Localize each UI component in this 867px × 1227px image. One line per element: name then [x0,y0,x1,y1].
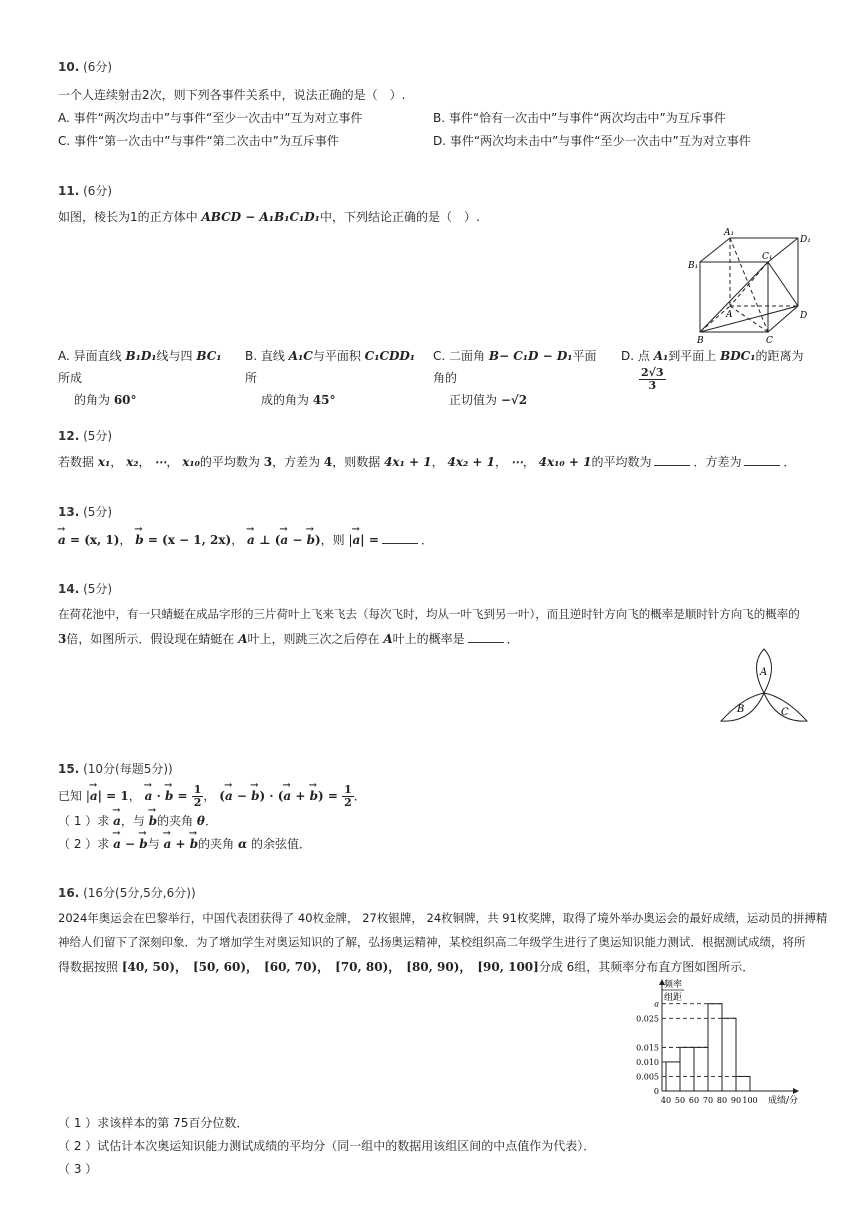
hist-y-tick-zero: 0 [653,1087,659,1096]
q16-line1: 2024年奥运会在巴黎举行，中国代表团获得了 40枚金牌， 27枚银牌， 24枚铜牌，共 91枚奖牌，取得了境外举办奥运会的最好成绩，运动员的拼搏精 [58,911,828,925]
q15-fraction-2: $\frac{1}{2}$ [344,783,352,809]
hist-x-arrow [793,1088,799,1094]
q16-line3: 得数据按照 [40, 50)， [50, 60)， [60, 70)， [70, 80)， [80, 90)， [90, 100]分成 6组，其频率分布直方图如图所示． [58,960,755,974]
hist-y-tick-4: 0.005 [636,1072,659,1082]
q10-option-d: D. 事件“两次均未击中”与事件“至少一次击中”互为对立事件 [433,134,751,148]
q16-header: 16. (16分(5分,5分,6分)) [58,886,196,900]
q12-header: 12. (5分) [58,429,113,443]
q11-header: 11. (6分) [58,184,113,198]
hist-x-tick-5: 90 [730,1096,742,1105]
q15-sub2: （ 2 ）求 → a − → b与 → a + → b的夹角 α 的余弦值． [58,835,311,852]
q10-option-a: A. 事件“两次均击中”与事件“至少一次击中”互为对立事件 [58,111,363,125]
hist-bar-2 [694,1047,708,1091]
hist-ylabel-top: 频率 [664,980,683,990]
cube-label-c1: C₁ [762,252,773,262]
q11-option-a: A. 异面直线 B₁D₁线与四 BC₁所成 的角为 60° [58,349,222,407]
q14-line1: 在荷花池中，有一只蜻蜓在成品字形的三片荷叶上飞来飞去（每次飞时，均从一叶飞到另一叶），而且逆时针方向飞的概率是顺时针方向飞的概率的 [58,607,800,621]
hist-bar-4 [722,1018,736,1091]
q12-blank-mean[interactable] [654,455,690,466]
q11-stem: 如图，棱长为1的正方体中 ABCD − A₁B₁C₁D₁中，下列结论正确的是（ ）. [58,210,480,224]
frequency-histogram [618,975,818,1110]
q15-given: 已知 |→ a| = 1， → a · → b = $\frac{1}{2}$ ， (→ a − → b) · (→ a + → b) = $\frac{1}{2}$ ． [58,784,366,809]
q13-blank[interactable] [382,533,418,544]
q14-line2: 3倍，如图所示．假设现在蜻蜓在 A叶上，则跳三次之后停在 A叶上的概率是 ． [58,632,519,646]
q16-line2: 神给人们留下了深刻印象．为了增加学生对奥运知识的了解，弘扬奥运精神，某校组织高二年级学生进行了奥运知识能力测试．根据测试成绩，将所 [58,935,806,949]
leaf-label-b: B [737,704,745,715]
q15-sub1: （ 1 ）求 → a，与 → b的夹角 θ． [58,812,217,829]
hist-x-tick-0: 40 [660,1096,672,1105]
hist-x-tick-4: 80 [716,1096,728,1105]
q13-header: 13. (5分) [58,505,113,519]
hist-bar-5 [736,1076,750,1091]
hist-x-tick-6: 100 [742,1096,758,1105]
q11-d-fraction: $\frac{2√3}{3}$ [641,366,664,392]
hist-x-tick-1: 50 [674,1096,686,1105]
q11-option-b: B. 直线 A₁C与平面积 C₁CDD₁所 成的角为 45° [245,349,416,407]
q13-stem: → a = (x, 1)， → b = (x − 1, 2x)， → a ⊥ (→ a − → b)，则 |→ a| = ． [58,531,433,548]
q10-option-c: C. 事件“第一次击中”与事件“第二次击中”为互斥事件 [58,134,339,148]
cube-label-b1: B₁ [688,261,699,271]
hist-x-tick-2: 60 [688,1096,700,1105]
cube-label-d: D [800,311,808,321]
lotus-leaves-figure [715,645,813,727]
q16-sub3: （ 3 ） [58,1162,98,1176]
hist-y-tick-1: 0.025 [636,1014,659,1024]
cube-label-b: B [697,336,704,344]
hist-ylabel-bottom: 组距 [664,993,683,1003]
hist-y-tick-2: 0.015 [636,1043,659,1053]
q15-header: 15. (10分(每题5分)) [58,762,173,776]
hist-bar-3 [708,1004,722,1091]
cube-label-c: C [766,336,773,344]
q10-stem: 一个人连续射击2次，则下列各事件关系中，说法正确的是（ ）. [58,88,406,102]
hist-xlabel: 成绩/分 [768,1096,799,1106]
q12-stem: 若数据 x₁， x₂， ⋯， x₁₀的平均数为 3，方差为 4，则数据 4x₁ + 1， 4x₂ + 1， ⋯， 4x₁₀ + 1的平均数为 ．方差为 ． [58,455,796,469]
cube-label-a: A [726,310,733,320]
q11-option-c: C. 二面角 B− C₁D − D₁平面角的 正切值为 −√2 [433,349,597,407]
q11-option-d: D. 点 A₁到平面上 BDC₁的距离为 $\frac{2√3}{3}$ [621,349,804,392]
cube-label-d1: D₁ [800,235,811,245]
hist-y-tick-0: a [654,999,659,1009]
cube-figure [680,222,820,344]
hist-y-tick-3: 0.010 [636,1057,659,1067]
q16-sub1: （ 1 ）求该样本的第 75百分位数． [58,1116,249,1130]
leaf-label-a: A [760,667,768,678]
hist-x-tick-3: 70 [702,1096,714,1105]
q10-header: 10. (6分) [58,60,113,74]
q14-blank[interactable] [468,632,504,643]
cube-label-a1: A₁ [724,228,735,238]
leaf-label-c: C [781,707,789,718]
q16-sub2: （ 2 ）试估计本次奥运知识能力测试成绩的平均分（同一组中的数据用该组区间的中点值作为代表）． [58,1139,596,1153]
q15-fraction-1: $\frac{1}{2}$ [193,783,202,809]
q10-option-b: B. 事件“恰有一次击中”与事件“两次均击中”为互斥事件 [433,111,726,125]
hist-bar-1 [680,1047,694,1091]
q14-header: 14. (5分) [58,582,113,596]
q12-blank-variance[interactable] [744,455,780,466]
